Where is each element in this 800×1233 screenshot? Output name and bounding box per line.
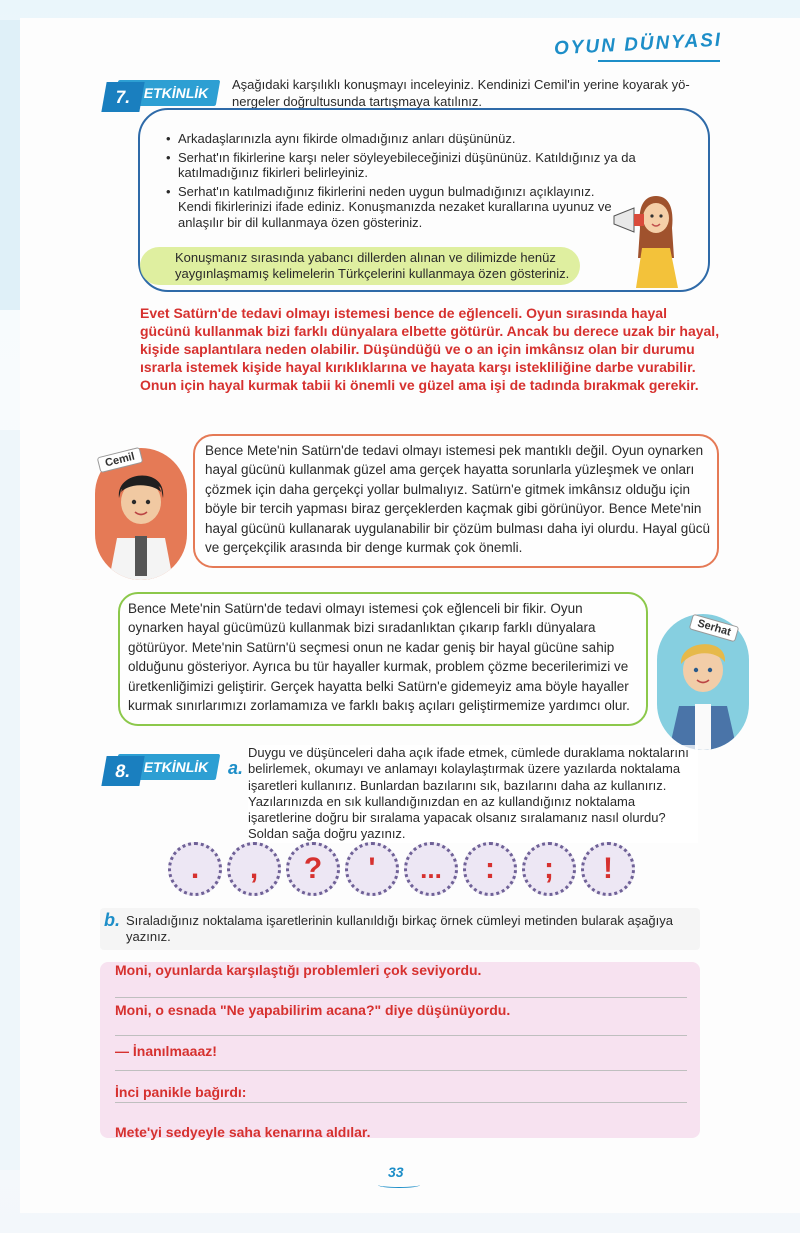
serhat-name-tag: Serhat bbox=[689, 614, 740, 643]
example-sentence: Moni, o esnada "Ne yapabilirim acana?" diye düşünüyordu. bbox=[115, 1002, 511, 1018]
activity-7-number: 7. bbox=[101, 82, 144, 112]
punctuation-mark-circle: ! bbox=[581, 842, 635, 896]
punctuation-mark-circle: : bbox=[463, 842, 517, 896]
punctuation-mark-circle: ; bbox=[522, 842, 576, 896]
activity-7-answer: Evet Satürn'de tedavi olmayı istemesi bence de eğlenceli. Oyun sırasında hayal gücünü kullanmak bizi farklı dünyalara elbette götürür. Ancak bu derece uzak bir hayal, kişide saplantılara neden olabilir. Düşündüğü ve o an için imkânsız olan bir durumu ısrarla istemek kişide hayal kırıklıklarına ve hayata karşı istekliliğine darbe vurabilir. Onun için hayal kurmak tabii ki önemli ve güzel ama işi de tadında bırakmak gerekir. bbox=[140, 305, 720, 393]
part-b-text: Sıraladığınız noktalama işaretlerinin kullanıldığı birkaç örnek cümleyi metinden bularak aşağıya yazınız. bbox=[126, 913, 674, 944]
activity-8-label: ETKİNLİK bbox=[114, 754, 221, 780]
answer-line bbox=[115, 997, 687, 998]
page-number-ornament bbox=[378, 1182, 420, 1188]
example-sentence: Mete'yi sedyeyle saha kenarına aldılar. bbox=[115, 1124, 371, 1140]
punctuation-mark-circle: . bbox=[168, 842, 222, 896]
instruction-list bbox=[166, 131, 636, 233]
highlight-note: Konuşmanız sırasında yabancı dillerden alınan ve dilimizde henüz yaygınlaşmamış kelimelerin Türkçelerini kullanmaya özen gösteriniz. bbox=[175, 250, 570, 281]
activity-7-label: ETKİNLİK bbox=[114, 80, 221, 106]
activity-7-intro-line-2: nergeler doğrultusunda tartışmaya katılınız. bbox=[232, 94, 483, 109]
part-a-text: Duygu ve düşünceleri daha açık ifade etmek, cümlede duraklama noktalarını belirlemek, okumayı ve anlamayı kolaylaştırmak üzere yazılarda noktalama işaretleri kullanırız. Bunlardan bazılarını sık, bazılarını daha az kullanırız. Yazılarınızda en sık kullandığınızdan en az kullandığınız noktalama işaretlerine doğru bir sıralama yapacak olsanız sıralamanız nasıl olurdu? Soldan sağa doğru yazınız. bbox=[248, 745, 698, 843]
part-a-letter: a. bbox=[228, 758, 244, 778]
part-b-letter: b. bbox=[104, 910, 120, 930]
left-margin-strip bbox=[0, 20, 20, 310]
example-sentence: — İnanılmaaaz! bbox=[115, 1043, 217, 1059]
instruction-item: • Serhat'ın fikirlerine karşı neler söyleyebileceğinizi düşününüz. Katıldığınız ya da katılmadığınız fikirleri belirleyiniz. bbox=[166, 150, 636, 181]
punctuation-marks-row bbox=[168, 838, 638, 898]
answer-line bbox=[115, 1035, 687, 1036]
serhat-speech: Bence Mete'nin Satürn'de tedavi olmayı istemesi çok eğlenceli bir fikir. Oyun oynarken hayal gücümüzü kullanmak bizi sıradanlıktan çıkarıp farklı dünyalara götürüyor. Mete'nin Satürn'ü seçmesi onun ne kadar geniş bir hayal gücüne sahip olduğunu gösteriyor. Ayrıca bu tür hayaller kurmak, problem çözme becerilerimizi ve üretkenliğimizi geliştirir. Gerçek hayatta belki Satürn'e gidemeyiz ama böyle hayaller kurmak sınırlarımızı zorlamamıza ve farklı bakış açıları geliştirmemize yardımcı olur. bbox=[128, 601, 630, 714]
activity-7-intro-line-1: Aşağıdaki karşılıklı konuşmayı inceleyiniz. Kendinizi Cemil'in yerine koyarak yö- bbox=[232, 77, 690, 92]
cemil-name-tag: Cemil bbox=[97, 447, 144, 473]
section-title-underline bbox=[598, 60, 720, 62]
cemil-speech: Bence Mete'nin Satürn'de tedavi olmayı istemesi pek mantıklı değil. Oyun oynarken hayal gücünü kullanmak güzel ama gerçek hayatta sorunlarla yüzleşmek ve onları çözmek için daha gerçekçi yollar bulmalıyız. Satürn'e gitmek imkânsız olduğu için böyle bir tercih yapması biraz gerçeklerden kaçmak gibi görünüyor. Bence Mete'nin hayal gücünü kullanarak uygulanabilir bir çözüm bulması daha iyi olurdu. Hayal gücü ve gerçekçilik arasında bir denge kurmak çok önemli. bbox=[205, 443, 711, 556]
activity-8-number: 8. bbox=[101, 756, 144, 786]
example-sentence: İnci panikle bağırdı: bbox=[115, 1084, 247, 1100]
answer-line bbox=[115, 1102, 687, 1103]
punctuation-mark-circle: , bbox=[227, 842, 281, 896]
punctuation-mark-circle: ? bbox=[286, 842, 340, 896]
punctuation-mark-circle: ' bbox=[345, 842, 399, 896]
instruction-item: • Arkadaşlarınızla aynı fikirde olmadığınız anları düşününüz. bbox=[166, 131, 636, 147]
section-title: OYUN DÜNYASI bbox=[553, 29, 723, 60]
example-sentence: Moni, oyunlarda karşılaştığı problemleri çok seviyordu. bbox=[115, 962, 482, 978]
girl-megaphone-illustration bbox=[612, 188, 698, 288]
punctuation-mark-circle: ... bbox=[404, 842, 458, 896]
activity-8-badge bbox=[104, 750, 224, 790]
answer-line bbox=[115, 1070, 687, 1071]
left-margin-strip-lower bbox=[0, 430, 20, 1170]
page-number: 33 bbox=[388, 1164, 404, 1180]
instruction-item: • Serhat'ın katılmadığınız fikirlerini neden uygun bulmadığınızı açıklayınız. Kendi fikirlerinizi ifade ediniz. Konuşmanızda nezaket kurallarına uyunuz ve anlaşılır bir dil kullanmaya özen gösteriniz. bbox=[166, 184, 621, 231]
activity-7-intro bbox=[232, 76, 702, 110]
